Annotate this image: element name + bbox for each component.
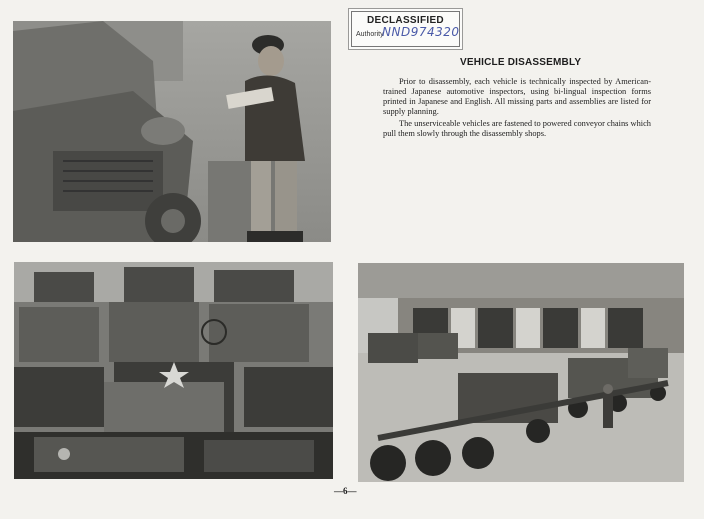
paragraph-inspection: Prior to disassembly, each vehicle is technically inspected by American-trained Japanese automotive inspectors, using bi-lingual inspection forms printed in Japanese and English. All missing parts and assemblies are listed for supply planning. <box>383 77 651 116</box>
disassembly-shops-photo <box>358 263 684 482</box>
stamp-title: DECLASSIFIED <box>367 15 444 26</box>
inspector-engine-photo <box>13 21 331 242</box>
stamp-authority-label: Authority <box>356 31 384 38</box>
stamp-authority-number: NND974320 <box>382 25 460 39</box>
page-number: —6— <box>334 486 357 496</box>
paragraph-conveyor: The unserviceable vehicles are fastened to powered conveyor chains which pull them slowly through the disassembly shops. <box>383 119 651 138</box>
section-heading: VEHICLE DISASSEMBLY <box>460 57 582 68</box>
parked-vehicles-photo <box>14 262 333 479</box>
declassified-stamp <box>351 11 460 47</box>
